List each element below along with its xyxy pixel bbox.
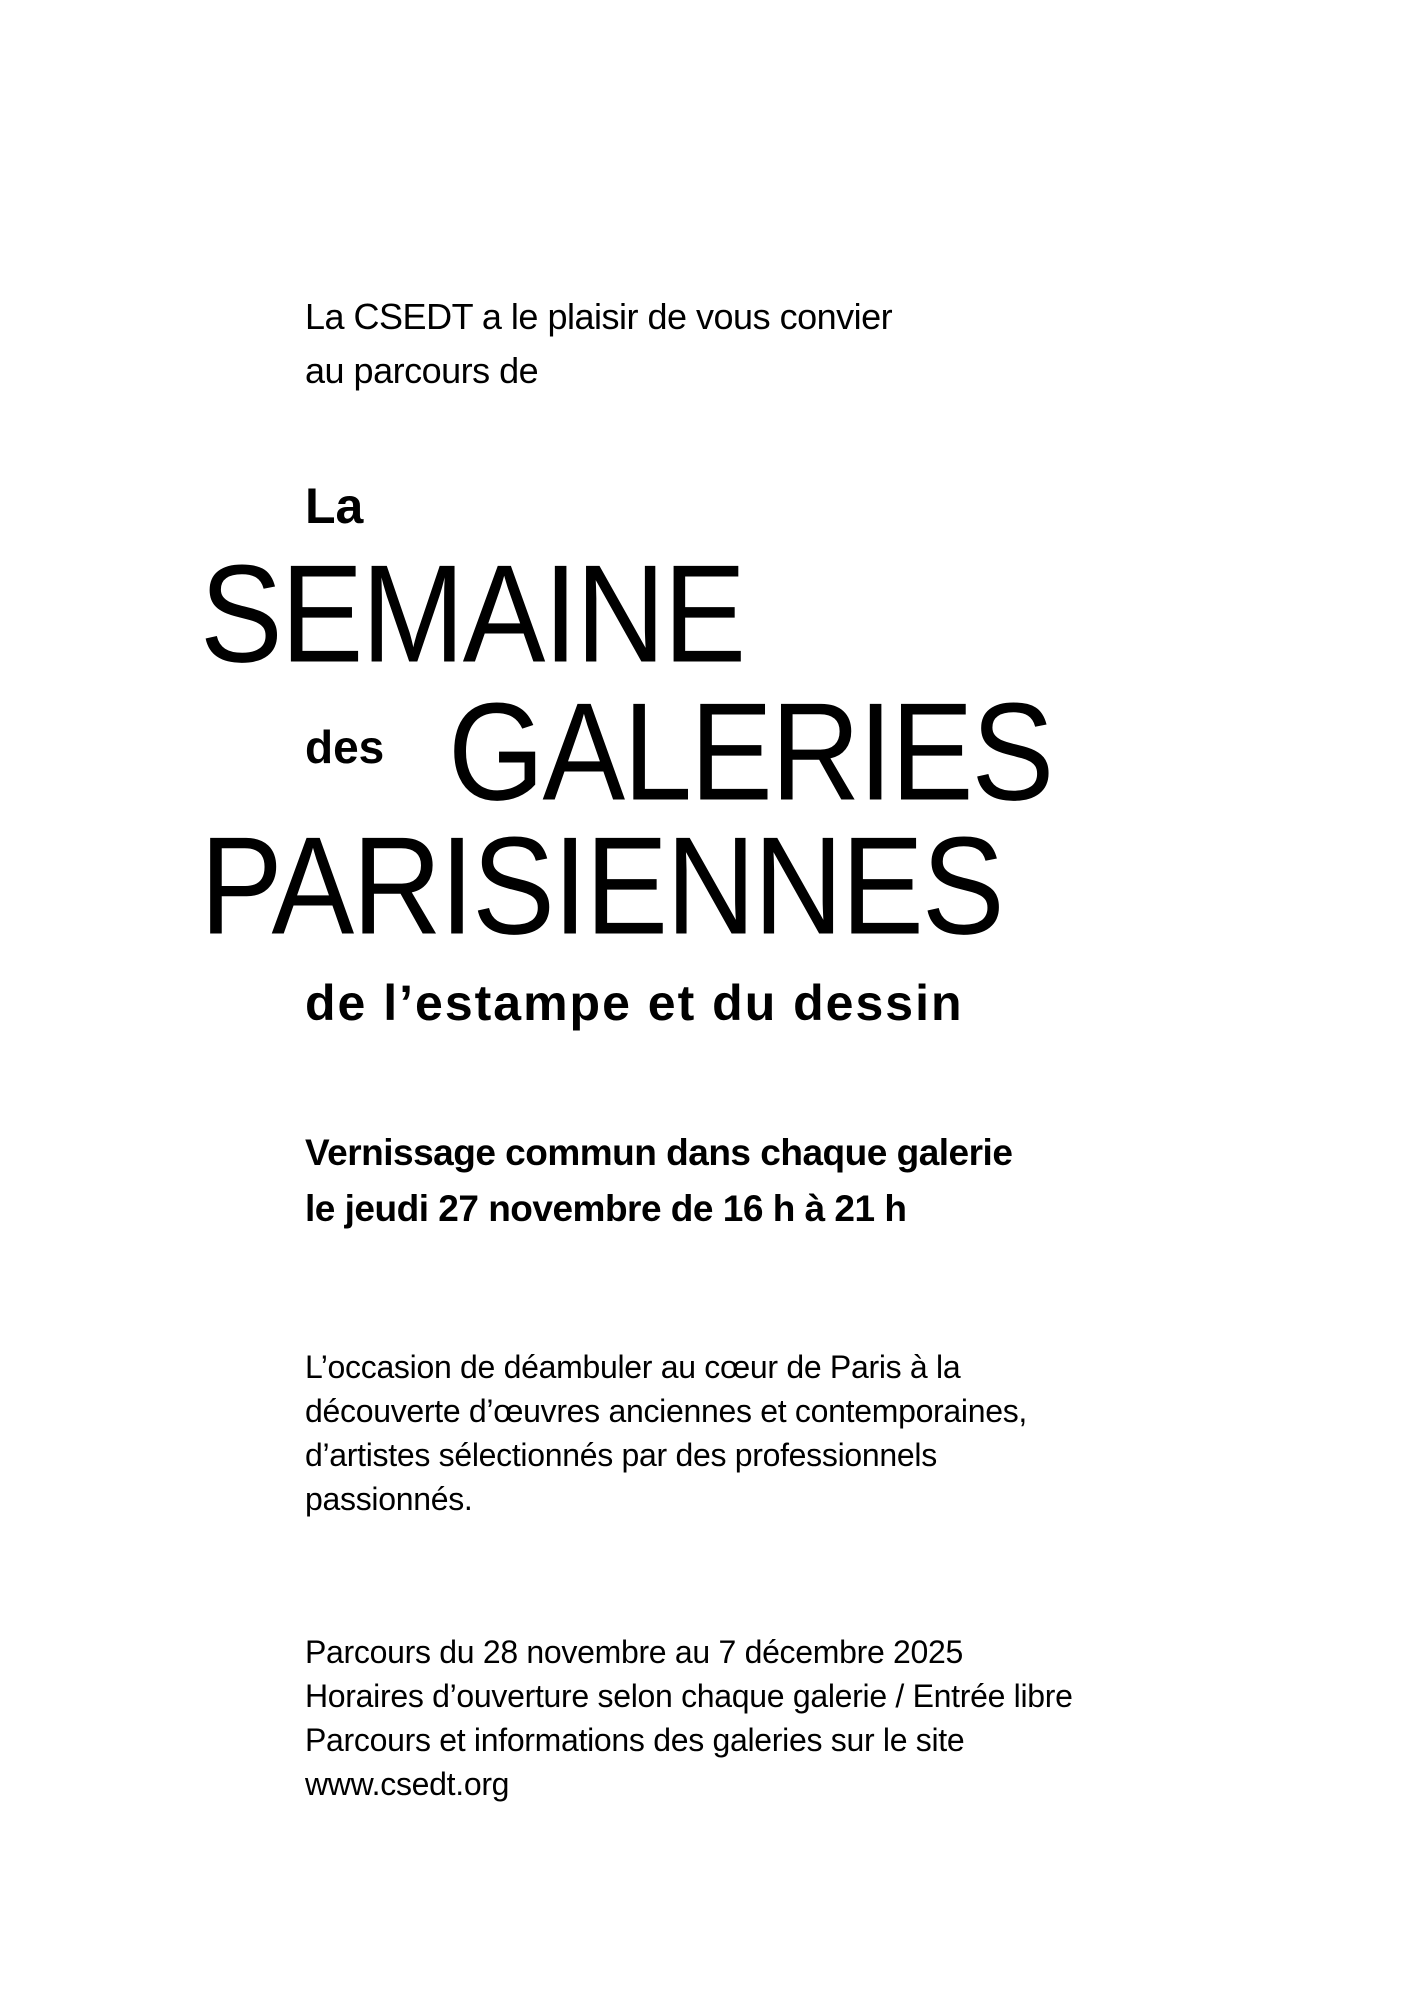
info-dates: Parcours du 28 novembre au 7 décembre 2025 — [305, 1634, 964, 1670]
title-article: La — [305, 478, 364, 534]
title-galeries: GALERIES — [448, 675, 1053, 830]
intro-line-2: au parcours de — [305, 350, 539, 391]
practical-info — [305, 1630, 1073, 1806]
description-line-2: découverte d’œuvres anciennes et contemporaines, — [305, 1393, 1028, 1429]
title-subtitle: de l’estampe et du dessin — [305, 975, 964, 1031]
vernissage-line-1: Vernissage commun dans chaque galerie — [305, 1132, 1013, 1173]
vernissage-block — [305, 1125, 1012, 1237]
info-hours: Horaires d’ouverture selon chaque galerie / Entrée libre — [305, 1678, 1073, 1714]
intro-line-1: La CSEDT a le plaisir de vous convier — [305, 296, 893, 337]
invitation-intro — [305, 290, 892, 398]
vernissage-line-2: le jeudi 27 novembre de 16 h à 21 h — [305, 1188, 907, 1229]
title-parisiennes: PARISIENNES — [200, 809, 1003, 964]
title-semaine: SEMAINE — [200, 537, 745, 692]
info-site-note: Parcours et informations des galeries sur le site — [305, 1722, 965, 1758]
description-paragraph — [305, 1345, 1027, 1521]
title-des: des — [305, 721, 385, 773]
website-link[interactable]: www.csedt.org — [305, 1766, 510, 1802]
description-line-1: L’occasion de déambuler au cœur de Paris à la — [305, 1349, 961, 1385]
description-line-3: d’artistes sélectionnés par des professionnels — [305, 1437, 937, 1473]
description-line-4: passionnés. — [305, 1481, 473, 1517]
